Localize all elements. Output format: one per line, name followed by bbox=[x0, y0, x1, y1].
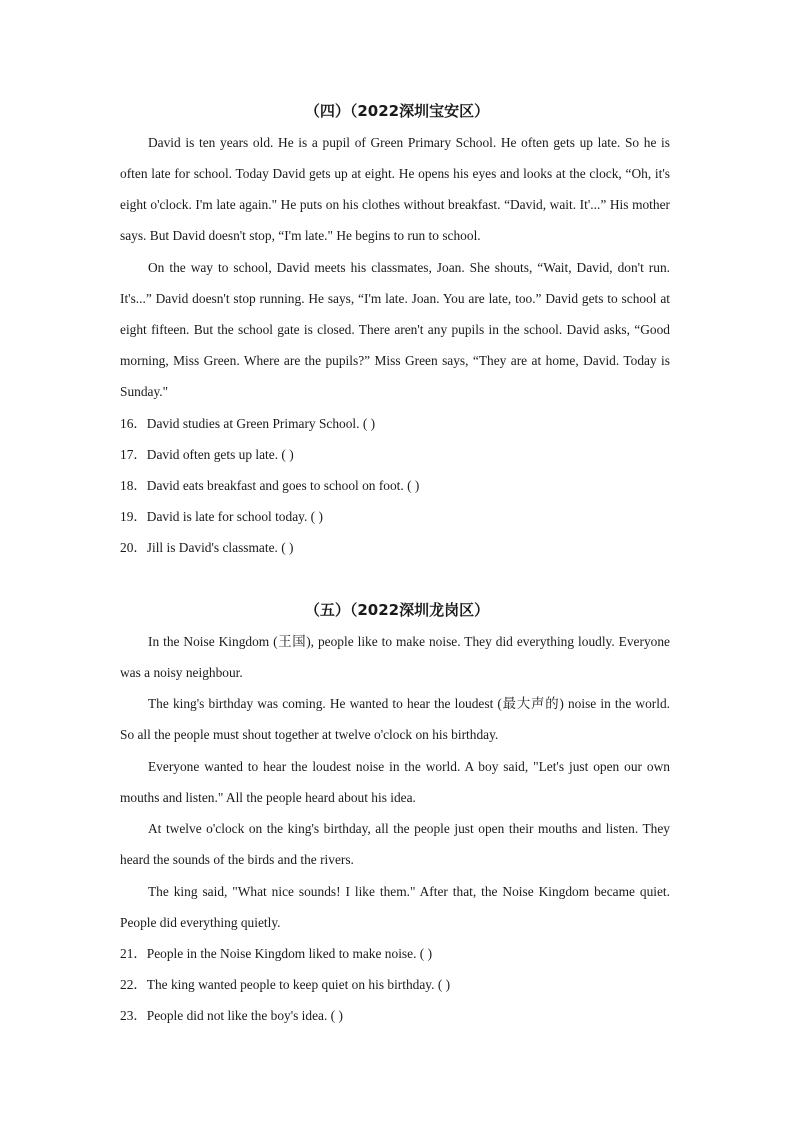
section-4-title: （四）（2022深圳宝安区） bbox=[304, 102, 490, 120]
section-5-paragraph: The king's birthday was coming. He wanted to hear the loudest (最大声的) noise in the world. So all the people must shout together at twelve o'clock on his birthday. bbox=[120, 696, 670, 742]
question-16: 16．David studies at Green Primary School. ( ) bbox=[120, 416, 376, 431]
section-4-paragraph: David is ten years old. He is a pupil of Green Primary School. He often gets up late. So he is often late for school. Today David gets up at eight. He opens his eyes and looks at the clock, “Oh, it's eight o'clock. I'm late again." He puts on his clothes without breakfast. “David, wait. It'...” His mother says. But David doesn't stop, “I'm late." He begins to run to school. bbox=[120, 135, 670, 243]
section-4-paragraph: On the way to school, David meets his classmates, Joan. She shouts, “Wait, David, don't run. It's...” David doesn't stop running. He says, “I'm late. Joan. You are late, too.” David gets to school at eight fifteen. But the school gate is closed. There aren't any pupils in the school. David asks, “Good morning, Miss Green. Where are the pupils?” Miss Green says, “They are at home, David. Today is Sunday." bbox=[120, 260, 670, 399]
question-23: 23．People did not like the boy's idea. ( ) bbox=[120, 1008, 343, 1023]
section-5-paragraph: At twelve o'clock on the king's birthday, all the people just open their mouths and listen. They heard the sounds of the birds and the rivers. bbox=[120, 821, 670, 867]
section-5-paragraph: In the Noise Kingdom (王国), people like to make noise. They did everything loudly. Everyone was a noisy neighbour. bbox=[120, 634, 670, 680]
question-21: 21．People in the Noise Kingdom liked to make noise. ( ) bbox=[120, 946, 433, 961]
question-22: 22．The king wanted people to keep quiet on his birthday. ( ) bbox=[120, 977, 451, 992]
question-20: 20．Jill is David's classmate. ( ) bbox=[120, 540, 294, 555]
section-5-paragraph: Everyone wanted to hear the loudest noise in the world. A boy said, "Let's just open our own mouths and listen." All the people heard about his idea. bbox=[120, 759, 670, 805]
question-19: 19．David is late for school today. ( ) bbox=[120, 509, 323, 524]
question-17: 17．David often gets up late. ( ) bbox=[120, 447, 294, 462]
question-18: 18．David eats breakfast and goes to school on foot. ( ) bbox=[120, 478, 420, 493]
section-5-paragraph: The king said, "What nice sounds! I like them." After that, the Noise Kingdom became quiet. People did everything quietly. bbox=[120, 884, 670, 930]
section-5-title: （五）（2022深圳龙岗区） bbox=[304, 601, 490, 619]
